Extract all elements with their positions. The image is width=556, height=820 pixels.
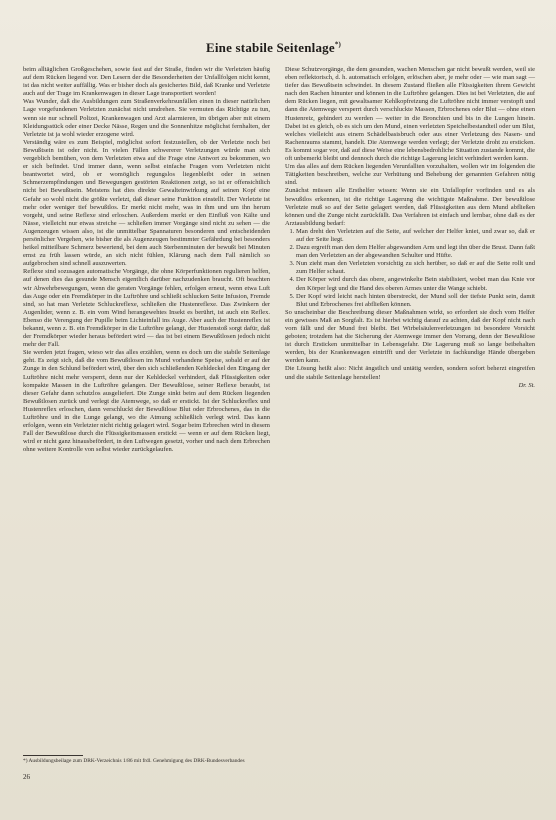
right-paragraph-2: Um das alles auf dem Rücken liegenden Verunfallten vorzuhalten, wollen wir im folgenden die Tätigkeiten beschreiben, welche zur Verhütung und Behebung der genannten Gefahren nötig sind.: [285, 163, 535, 187]
left-paragraph-2: Was Wunder, daß die Ausbildungen zum Straßenverkehrsunfällen einen in dieser natürlichen Lage vorgefundenen Verletzten zunächst nicht umdrehen. Sie vermuten das Richtige zu tun, wenn sie nur schnell Polizei, Krankenwagen und Arzt alarmieren, im übrigen aber mit einem Kleidungsstück oder einer Decke Nässe, Regen und die Sonnenhitze möglichst fernhalten, der Verletzte ist ja wohl wieder erzogene wird.: [23, 98, 270, 138]
left-column: [23, 66, 270, 455]
footnote: *) Ausbildungsbeilage zum DRK-Verzeichnis 1/86 mit frdl. Genehmigung des DRK-Bundesverbandes: [23, 758, 245, 764]
right-column: [285, 66, 535, 390]
right-paragraph-1: Diese Schutzvorgänge, die dem gesunden, wachen Menschen gar nicht bewußt werden, weil sie eben reflektorisch, d. h. automatisch erfolgen, erlöschen aber, je mehr oder — wie man sagt — tiefer das Bewußtsein schwindet. In diesem Zustand fließen alle Flüssigkeiten ihrem Gewicht nach den Rachen hinunter und können in die Luftröhre gelangen. Dies ist bei Verletzten, die auf dem Rücken liegen, mit gewaltsamer Kehlkopfreizung die Luftröhre nicht immer verstopft und dann die Atemwege versperrt durch verschluckte Massen, Erbrochenes oder Blut — ohne einen Hustenreiz, gehindert zu werden — weiter in die Bronchien und bis in die Lungen hinein. Dabei ist es gleich, ob es sich um den Mund, einen verletzten Speichelbestandteil oder um Blut, welches vielleicht aus einem Schädelbasisbruch oder aus einer Verletzung des Nasen- und Rachenraums stammt, handelt. Die Atemwege werden verlegt; der Verletzte droht zu ersticken. Es kommt sogar vor, daß auf diese Weise eine lebensbedrohliche Situation zustande kommt, die oft unbemerkt bleibt und dennoch durch die richtige Lagerung leicht verhindert werden kann.: [285, 66, 535, 163]
right-paragraph-3: Zunächst müssen alle Ersthelfer wissen: Wenn sie ein Unfallopfer vorfinden und es als bewußtlos erkennen, ist die richtige Lagerung die wichtigste Maßnahme. Der bewußtlose Verletzte muß so auf der Seite gelagert werden, daß Flüssigkeiten aus dem Mund abfließen können und die Zunge nicht zurückfällt. Das Verfahren ist einfach und lernbar, ohne daß es der Arztausbildung bedarf:: [285, 187, 535, 227]
page-title: [206, 40, 341, 56]
steps-list: [285, 228, 535, 309]
left-paragraph-3: Verständig wäre es zum Beispiel, möglichst sofort festzustellen, ob der Verletzte noch bei Bewußtsein ist oder nicht. In vielen Fällen schwererer Verletzungen würde man sich vergeblich bemühen, von dem Verletzten etwa auf die Frage eine Antwort zu bekommen, wo er sich befindet. Und immer dann, wenn selbst einfache Fragen vom Verletzten nicht beantwortet wird, ob er womöglich regungslos liegenbleibt oder in seinen Schmerzempfindungen und Bewegungen gestörten Reaktionen zeigt, so ist er offensichtlich nicht bei Bewußtsein. Meistens hat dies direkte Gewalteinwirkung auf seinen Kopf eine Gefahr so wohl nicht die größte verletzt, daß dieser seine Funktion einstellt. Der Verletzte ist mehr oder weniger tief bewußtlos. Er merkt nicht mehr, was in ihm und um ihn herum vorgeht, und seine Reflexe sind erloschen. Außerdem merkt er den Einfluß von Kälte und Nässe, vielleicht nur etwas streiche — schließen immer Vorgänge sind nicht zu sehen — die Augenzeugen wissen also, ist die unmittelbar Spannaturen besonderen und entscheidenden persönlicher Vergehen, wie bisher die als Augenzeugen bestimmter Gefährdung bei besonders heikel mitteilbare Schmerz bewertend, bei dem auch Sterbenminuten der bewußt bei Minuten ernst zu früh lassen würde, an sich nicht fühlen, Klärung nach dem Fall nämlich so aufgebrochen sind schnell auszuwerten.: [23, 138, 270, 268]
page-number: 26: [23, 773, 30, 781]
step-item: 1. Man dreht den Verletzten auf die Seite, auf welcher der Helfer kniet, und zwar so, daß er auf der Seite liegt.: [296, 228, 535, 244]
right-paragraph-4: So unscheinbar die Beschreibung dieser Maßnahmen wirkt, so erfordert sie doch vom Helfer ein gewisses Maß an Sorgfalt. Es ist hierbei wichtig darauf zu achten, daß der Kopf nicht nach vorn fällt und der Mund frei bleibt. Bei Wirbelsäulenverletzungen ist besondere Vorsicht geboten; trotzdem hat die Sicherung der Atemwege immer den Vorrang, denn der Bewußtlose ist durch Ersticken unmittelbar in Lebensgefahr. Die Lagerung muß so lange beibehalten werden, bis der Krankenwagen eintrifft und der Verletzte in fachkundige Hände übergeben werden kann.: [285, 308, 535, 365]
left-paragraph-5: Sie werden jetzt fragen, wieso wir das alles erzählen, wenn es doch um die stabile Seitenlage geht. Es zeigt sich, daß die vom Bewußtlosen im Mund vorhandene Speise, sobald er auf der Zunge in den Schlund befördert wird, über den sich schließenden Kehldeckel den Eingang der Luftröhre nicht mehr versperrt, denn nur der Kehldeckel verhindert, daß Flüssigkeiten oder kompakte Massen in die Luftröhre gelangen. Der Bewußtlose, seiner Reflexe beraubt, ist dieser Gefahr dann schutzlos ausgeliefert. Die Zunge sinkt beim auf dem Rücken liegenden Bewußtlosen zurück und verlegt die Atemwege, so daß er erstickt. Ist der Schluckreflex und Hustenreflex erloschen, dann verschluckt der Bewußtlose Blut oder Erbrochenes, das in die Luftröhre und in die Lunge gelangt, wo die Atmung schließlich verlegt wird. Das kann erfolgen, wenn ein Verletzter nicht richtig gelagert wird. Sogar beim Erbrechen wird in diesem Fall der Bewußtlose durch die Flüssigkeitsmassen erstickt — wenn er auf dem Rücken liegt, wird er nicht ganz hinausbefördert, in den Luftwegen gesetzt, vorher und nach dem Erbrechen ohne weitere Kontrolle von selbst wieder zurückgelaufen.: [23, 349, 270, 454]
step-item: 3. Nun zieht man den Verletzten vorsichtig zu sich herüber, so daß er auf die Seite rollt und zum Helfer schaut.: [296, 260, 535, 276]
left-paragraph-1: beim alltäglichen Großgeschehen, sowie fast auf der Straße, finden wir die Verletzten häufig auf dem Rücken liegend vor. Den Lesern der die Besonderheiten der Unfallfolgen nicht kennt, ist das nicht weiter auffällig. Was er bisher doch als gesichertes Bild, daß Kranke und Verletzte auch auf der Trage im Krankenwagen in dieser Lage transportiert worden!: [23, 66, 270, 98]
author-signature: Dr. St.: [518, 381, 535, 389]
left-paragraph-4: Reflexe sind sozusagen automatische Vorgänge, die ohne Körperfunktionen regulieren helfen, auf denen dies das gesunde Mensch eigentlich darüber nachzudenken braucht. Oft beachten wir Abwehrbewegungen, wenn die geraten Vorgänge fehlen, erfolgen erneut, wenn etwa Luft das Auge oder ein Fremdkörper in die Luftröhre und schließt schlucken Seite Infusion, Fremde sind, so hat man Verletzte Schluckreflexe, schließen die Hustenreflexe. Das Zwinkern der Augenlider, wenn z. B. ein vom Wind herangewehtes Insekt es berührt, ist auch ein Reflex. Ebenso die Verengung der Pupille beim Lichteinfall ins Auge. Aber auch der Hustenreflex ist bekannt, wenn z. B. ein Fremdkörper in die Luftröhre gelangt, der Hustenstoß sorgt dafür, daß der Fremdkörper wieder heraus befördert wird — das ist bei einem Bewußtlosen jedoch nicht mehr der Fall.: [23, 268, 270, 349]
footnote-divider: [23, 755, 83, 756]
step-item: 2. Dazu ergreift man den dem Helfer abgewandten Arm und legt ihn über die Brust. Dann faßt man den Verletzten an der abgewandten Schulter und Hüfte.: [296, 244, 535, 260]
title-text: Eine stabile Seitenlage: [206, 40, 335, 55]
step-item: 4. Der Körper wird durch das obere, angewinkelte Bein stabilisiert, wobei man das Knie vor den Körper legt und die Hand des oberen Armes unter die Wange schiebt.: [296, 276, 535, 292]
step-item: 5. Der Kopf wird leicht nach hinten überstreckt, der Mund soll der tiefste Punkt sein, damit Blut und Erbrochenes frei abfließen können.: [296, 293, 535, 309]
right-paragraph-5: Die Lösung heißt also: Nicht ängstlich und untätig werden, sondern sofort beherzt eingreifen und die stabile Seitenlage herstellen!: [285, 365, 535, 381]
title-footnote-marker: *): [334, 40, 342, 49]
